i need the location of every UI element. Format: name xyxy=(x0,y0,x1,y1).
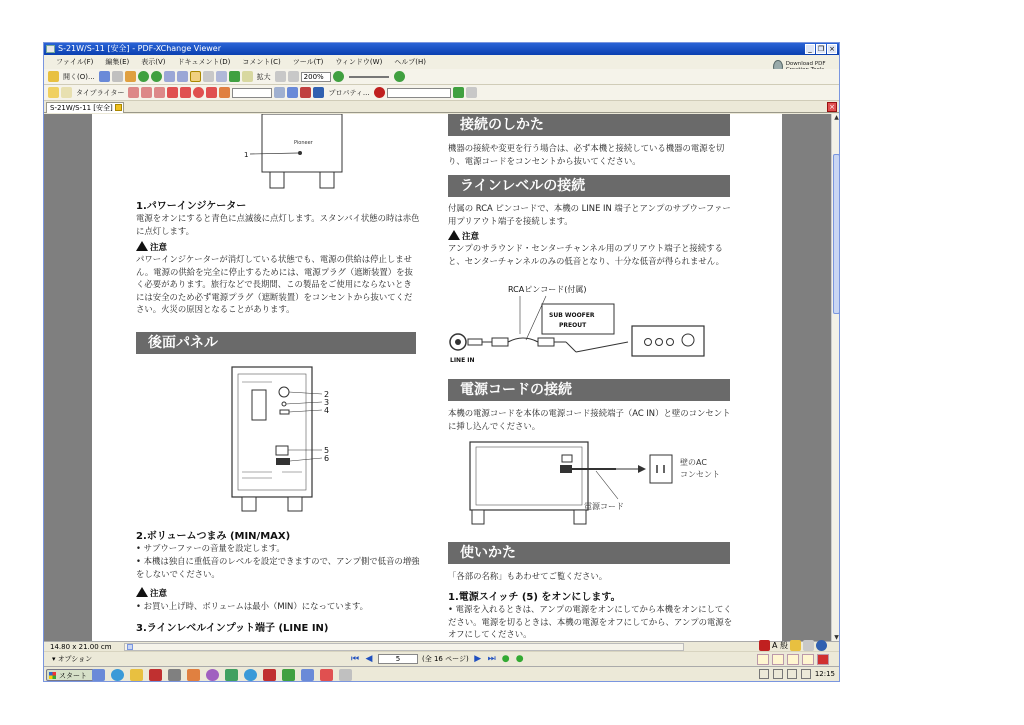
rca-label: RCAピンコード(付属) xyxy=(508,285,587,294)
item3-title: 3.ラインレベルインプット端子 (LINE IN) xyxy=(136,623,329,634)
front-panel-figure xyxy=(242,114,362,192)
tray-icon-1[interactable] xyxy=(759,669,769,679)
line-level-heading: ラインレベルの接続 xyxy=(448,175,730,197)
caution-1 xyxy=(136,240,167,253)
wall-label-2: コンセント xyxy=(680,470,720,479)
oval-icon[interactable] xyxy=(193,87,204,98)
page-layout-buttons xyxy=(757,654,829,665)
close-all-icon[interactable]: × xyxy=(827,102,837,112)
open-icon[interactable] xyxy=(48,71,59,82)
previous-view-icon[interactable]: ● xyxy=(501,654,510,664)
scroll-up-icon[interactable]: ▲ xyxy=(834,114,839,121)
step1-bullet-text: 電源を入れるときは、アンプの電源をオンにしてから本機をオンにしてください。電源を切るときは、本機の電源をオフにしてから、アンプの電源をオフにしてください。 xyxy=(448,604,733,639)
document-viewport[interactable] xyxy=(44,114,831,641)
menu-view[interactable]: 表示(V) xyxy=(141,58,166,66)
usage-text: 「各部の名称」もあわせてご覧ください。 xyxy=(448,571,608,581)
app-icon-9[interactable] xyxy=(320,669,333,681)
navigation-bar xyxy=(44,651,839,666)
options-menu[interactable]: ▾ オプション xyxy=(52,655,93,663)
caution-1-text: パワーインジケーターが消灯している状態でも、電源の供給は停止しません。電源の供給を完全に停止するためには、電源プラグ（遮断装置）を抜く必要があります。旅行などで長期間、この製品をご使用にならないときには安全のため必ず電源プラグ（遮断装置）をコンセントから抜いてください。火災の原因となることがあります。 xyxy=(136,254,413,314)
redo-icon[interactable] xyxy=(177,71,188,82)
tray-icon-2[interactable] xyxy=(773,669,783,679)
menu-window[interactable]: ウィンドウ(W) xyxy=(335,58,383,66)
app-icon-6[interactable] xyxy=(244,669,257,681)
pioneer-logo: Pioneer xyxy=(294,140,313,146)
connect-heading: 接続のしかた xyxy=(448,114,730,136)
print-icon[interactable] xyxy=(112,71,123,82)
pdf-icon[interactable] xyxy=(817,654,829,665)
callout-1: 1 xyxy=(244,151,249,159)
page-navigation xyxy=(350,654,525,664)
eraser-icon[interactable] xyxy=(300,87,311,98)
menu-bar xyxy=(44,55,839,69)
rear-callout-5: 5 xyxy=(324,446,330,455)
fit-page-icon[interactable] xyxy=(275,71,286,82)
app-icon xyxy=(46,45,55,53)
item2-bullet-1: • サブウーファーの音量を設定します。 xyxy=(136,543,285,553)
power-cord-text: 本機の電源コードを本体の電源コード接続端子（AC IN）と壁のコンセントに挿し込んでください。 xyxy=(448,408,731,431)
ime-icon[interactable] xyxy=(759,640,770,651)
item2-title: 2.ボリュームつまみ (MIN/MAX) xyxy=(136,531,291,542)
taskbar xyxy=(44,666,839,682)
page-size: 14.80 x 21.00 cm xyxy=(50,643,112,651)
item2-bullet-2-text: 本機は独自に重低音のレベルを設定できますので、アンプ側で低音の増強をしないでください。 xyxy=(136,556,420,579)
forward-icon[interactable] xyxy=(151,71,162,82)
promo-text: Download PDF xyxy=(785,61,826,67)
item2-bullet-1-text: サブウーファーの音量を設定します。 xyxy=(143,543,285,553)
facing-continuous-icon[interactable] xyxy=(802,654,814,665)
zoom-in-icon[interactable] xyxy=(242,71,253,82)
step1-title: 1.電源スイッチ (5) をオンにします。 xyxy=(448,592,621,603)
zoom-slider[interactable] xyxy=(349,76,389,78)
caution-2-bullet: • お買い上げ時、ボリュームは最小（MIN）になっています。 xyxy=(136,601,369,611)
window-controls xyxy=(805,44,837,54)
rear-callout-4: 4 xyxy=(324,406,330,415)
window-title: S-21W/S-11 [安全] - PDF-XChange Viewer xyxy=(58,44,221,53)
caution-2-label: 注意 xyxy=(150,589,168,599)
undo-icon[interactable] xyxy=(164,71,175,82)
menu-document[interactable]: ドキュメント(D) xyxy=(177,58,231,66)
find-icon[interactable] xyxy=(453,87,464,98)
scroll-down-icon[interactable]: ▼ xyxy=(834,634,839,641)
ime-help-icon[interactable] xyxy=(816,640,827,651)
properties-icon[interactable] xyxy=(313,87,324,98)
rear-panel-heading: 後面パネル xyxy=(136,332,416,354)
application-window xyxy=(43,42,840,682)
wall-label-1: 壁のAC xyxy=(680,458,707,467)
app-icon-3[interactable] xyxy=(187,669,200,681)
typewriter-icon[interactable] xyxy=(61,87,72,98)
cord-label: 電源コード xyxy=(584,502,624,511)
fit-width-icon[interactable] xyxy=(288,71,299,82)
app-icon-2[interactable] xyxy=(168,669,181,681)
close-button[interactable]: × xyxy=(827,44,837,54)
rear-callout-2: 2 xyxy=(324,390,330,399)
pdf-xchange-task[interactable] xyxy=(339,669,352,681)
document-tabs xyxy=(44,101,839,113)
first-page-icon[interactable]: ⏮ xyxy=(350,654,360,664)
continuous-icon[interactable] xyxy=(772,654,784,665)
system-tray xyxy=(759,669,835,679)
zoom-level-field[interactable]: 200% xyxy=(301,72,331,82)
horizontal-scroll-thumb[interactable] xyxy=(127,644,133,650)
preout-label-2: PREOUT xyxy=(559,322,587,329)
item2-bullet-2: • 本機は独自に重低音のレベルを設定できますので、アンプ側で低音の増強をしないでください。 xyxy=(136,556,420,579)
connect-text: 機器の接続や変更を行う場合は、必ず本機と接続している機器の電源を切り、電源コードをコンセントから抜いてください。 xyxy=(448,143,725,166)
highlight-icon[interactable] xyxy=(128,87,139,98)
ime-dictionary-icon[interactable] xyxy=(790,640,801,651)
facing-icon[interactable] xyxy=(787,654,799,665)
usage-heading: 使いかた xyxy=(448,542,730,564)
app-icon-5[interactable] xyxy=(225,669,238,681)
previous-page-icon[interactable]: ◀ xyxy=(365,654,373,664)
polygon-icon[interactable] xyxy=(206,87,217,98)
typewriter-button[interactable]: タイプライター xyxy=(76,88,125,97)
status-bar xyxy=(44,641,839,651)
settings-icon[interactable] xyxy=(466,87,477,98)
caution-line xyxy=(448,229,479,242)
underline-icon[interactable] xyxy=(141,87,152,98)
ime-tool-icon[interactable] xyxy=(803,640,814,651)
preout-label-1: SUB WOOFER xyxy=(549,312,595,319)
power-cord-figure xyxy=(448,437,738,529)
step1-bullet: • 電源を入れるときは、アンプの電源をオンにしてから本機をオンにしてください。電源を切るときは、本機の電源をオフにしてから、アンプの電源をオフにしてください。 xyxy=(448,604,733,639)
menu-file[interactable]: ファイル(F) xyxy=(56,58,94,66)
annotation-toolbar xyxy=(44,85,839,101)
properties-button[interactable]: プロパティ... xyxy=(328,88,370,97)
scroll-thumb[interactable] xyxy=(833,154,840,314)
rca-connection-figure xyxy=(448,282,718,370)
line-in-label: LINE IN xyxy=(450,357,475,364)
select-text-icon[interactable] xyxy=(203,71,214,82)
pencil-icon[interactable] xyxy=(219,87,230,98)
font-field[interactable] xyxy=(232,88,272,98)
horizontal-scrollbar[interactable] xyxy=(124,643,684,651)
email-icon[interactable] xyxy=(125,71,136,82)
menu-help[interactable]: ヘルプ(H) xyxy=(394,58,427,66)
menu-tools[interactable]: ツール(T) xyxy=(292,58,324,66)
app-icon-8[interactable] xyxy=(301,669,314,681)
show-desktop-icon[interactable] xyxy=(92,669,105,681)
power-cord-heading: 電源コードの接続 xyxy=(448,379,730,401)
rear-panel-figure xyxy=(222,362,362,522)
options-label: オプション xyxy=(57,655,93,663)
save-icon[interactable] xyxy=(99,71,110,82)
restore-button[interactable]: ❐ xyxy=(817,45,825,53)
link-icon[interactable] xyxy=(287,87,298,98)
caution-2 xyxy=(136,586,167,599)
minimize-button[interactable]: _ xyxy=(805,44,815,54)
tab-document[interactable] xyxy=(46,102,124,113)
back-icon[interactable] xyxy=(138,71,149,82)
start-button[interactable]: スタート xyxy=(46,669,94,681)
menu-comments[interactable]: コメント(C) xyxy=(242,58,281,66)
item1-title: 1.パワーインジケーター xyxy=(136,201,247,212)
quick-launch xyxy=(92,669,352,681)
snapshot-icon[interactable] xyxy=(216,71,227,82)
comment-icon[interactable] xyxy=(48,87,59,98)
caution-2-bullet-text: お買い上げ時、ボリュームは最小（MIN）になっています。 xyxy=(143,601,369,611)
ime-mode[interactable]: A 般 xyxy=(771,640,788,650)
last-page-icon[interactable]: ⏭ xyxy=(487,654,496,664)
browser-icon[interactable] xyxy=(111,669,124,681)
hand-tool-icon[interactable] xyxy=(190,71,201,82)
tab-close-icon[interactable] xyxy=(115,104,122,111)
title-bar xyxy=(44,43,839,55)
tray-icon-4[interactable] xyxy=(801,669,811,679)
caution-1-label: 注意 xyxy=(150,243,168,253)
ime-bar xyxy=(759,639,827,651)
next-view-icon[interactable]: ● xyxy=(515,654,524,664)
zoom-plus-icon[interactable] xyxy=(394,71,405,82)
pdf-page xyxy=(92,114,782,641)
main-toolbar xyxy=(44,69,839,85)
app-icon-4[interactable] xyxy=(206,669,219,681)
rotate-icon[interactable] xyxy=(229,71,240,82)
warning-icon xyxy=(136,241,148,251)
rear-callout-3: 3 xyxy=(324,398,330,407)
warning-icon xyxy=(448,230,460,240)
rear-callout-6: 6 xyxy=(324,454,330,463)
search-input[interactable] xyxy=(387,88,451,98)
tray-icon-3[interactable] xyxy=(787,669,797,679)
caution-line-label: 注意 xyxy=(462,232,480,242)
warning-icon xyxy=(136,587,148,597)
app-icon-1[interactable] xyxy=(149,669,162,681)
strikeout-icon[interactable] xyxy=(154,87,165,98)
record-icon[interactable] xyxy=(374,87,385,98)
line-caution-text: アンプのサラウンド・センターチャンネル用のプリアウト端子と接続すると、センターチャンネルのみの低音となり、十分な低音が得られません。 xyxy=(448,243,725,266)
tab-label: S-21W/S-11 [安全] xyxy=(50,104,113,112)
vertical-scrollbar[interactable] xyxy=(831,114,840,641)
item1-text: 電源をオンにすると青色に点滅後に点灯します。スタンバイ状態の時は赤色に点灯します。 xyxy=(136,213,420,236)
app-icon-7[interactable] xyxy=(282,669,295,681)
explorer-icon[interactable] xyxy=(130,669,143,681)
page-number-input[interactable]: 5 xyxy=(378,654,418,664)
pdf-app-icon[interactable] xyxy=(263,669,276,681)
line-icon[interactable] xyxy=(167,87,178,98)
zoom-label[interactable]: 拡大 xyxy=(256,72,271,81)
clock: 12:15 xyxy=(814,670,835,678)
rectangle-icon[interactable] xyxy=(180,87,191,98)
next-page-icon[interactable]: ▶ xyxy=(474,654,482,664)
line-level-text: 付属の RCA ピンコードで、本機の LINE IN 端子とアンプのサブウーファー用プリアウト端子を接続します。 xyxy=(448,203,731,226)
stamp-icon[interactable] xyxy=(274,87,285,98)
zoom-out-icon[interactable] xyxy=(333,71,344,82)
open-button[interactable]: 開く(O)... xyxy=(63,72,95,81)
page-count: (全 16 ページ) xyxy=(422,655,469,663)
single-page-icon[interactable] xyxy=(757,654,769,665)
menu-edit[interactable]: 編集(E) xyxy=(105,58,130,66)
